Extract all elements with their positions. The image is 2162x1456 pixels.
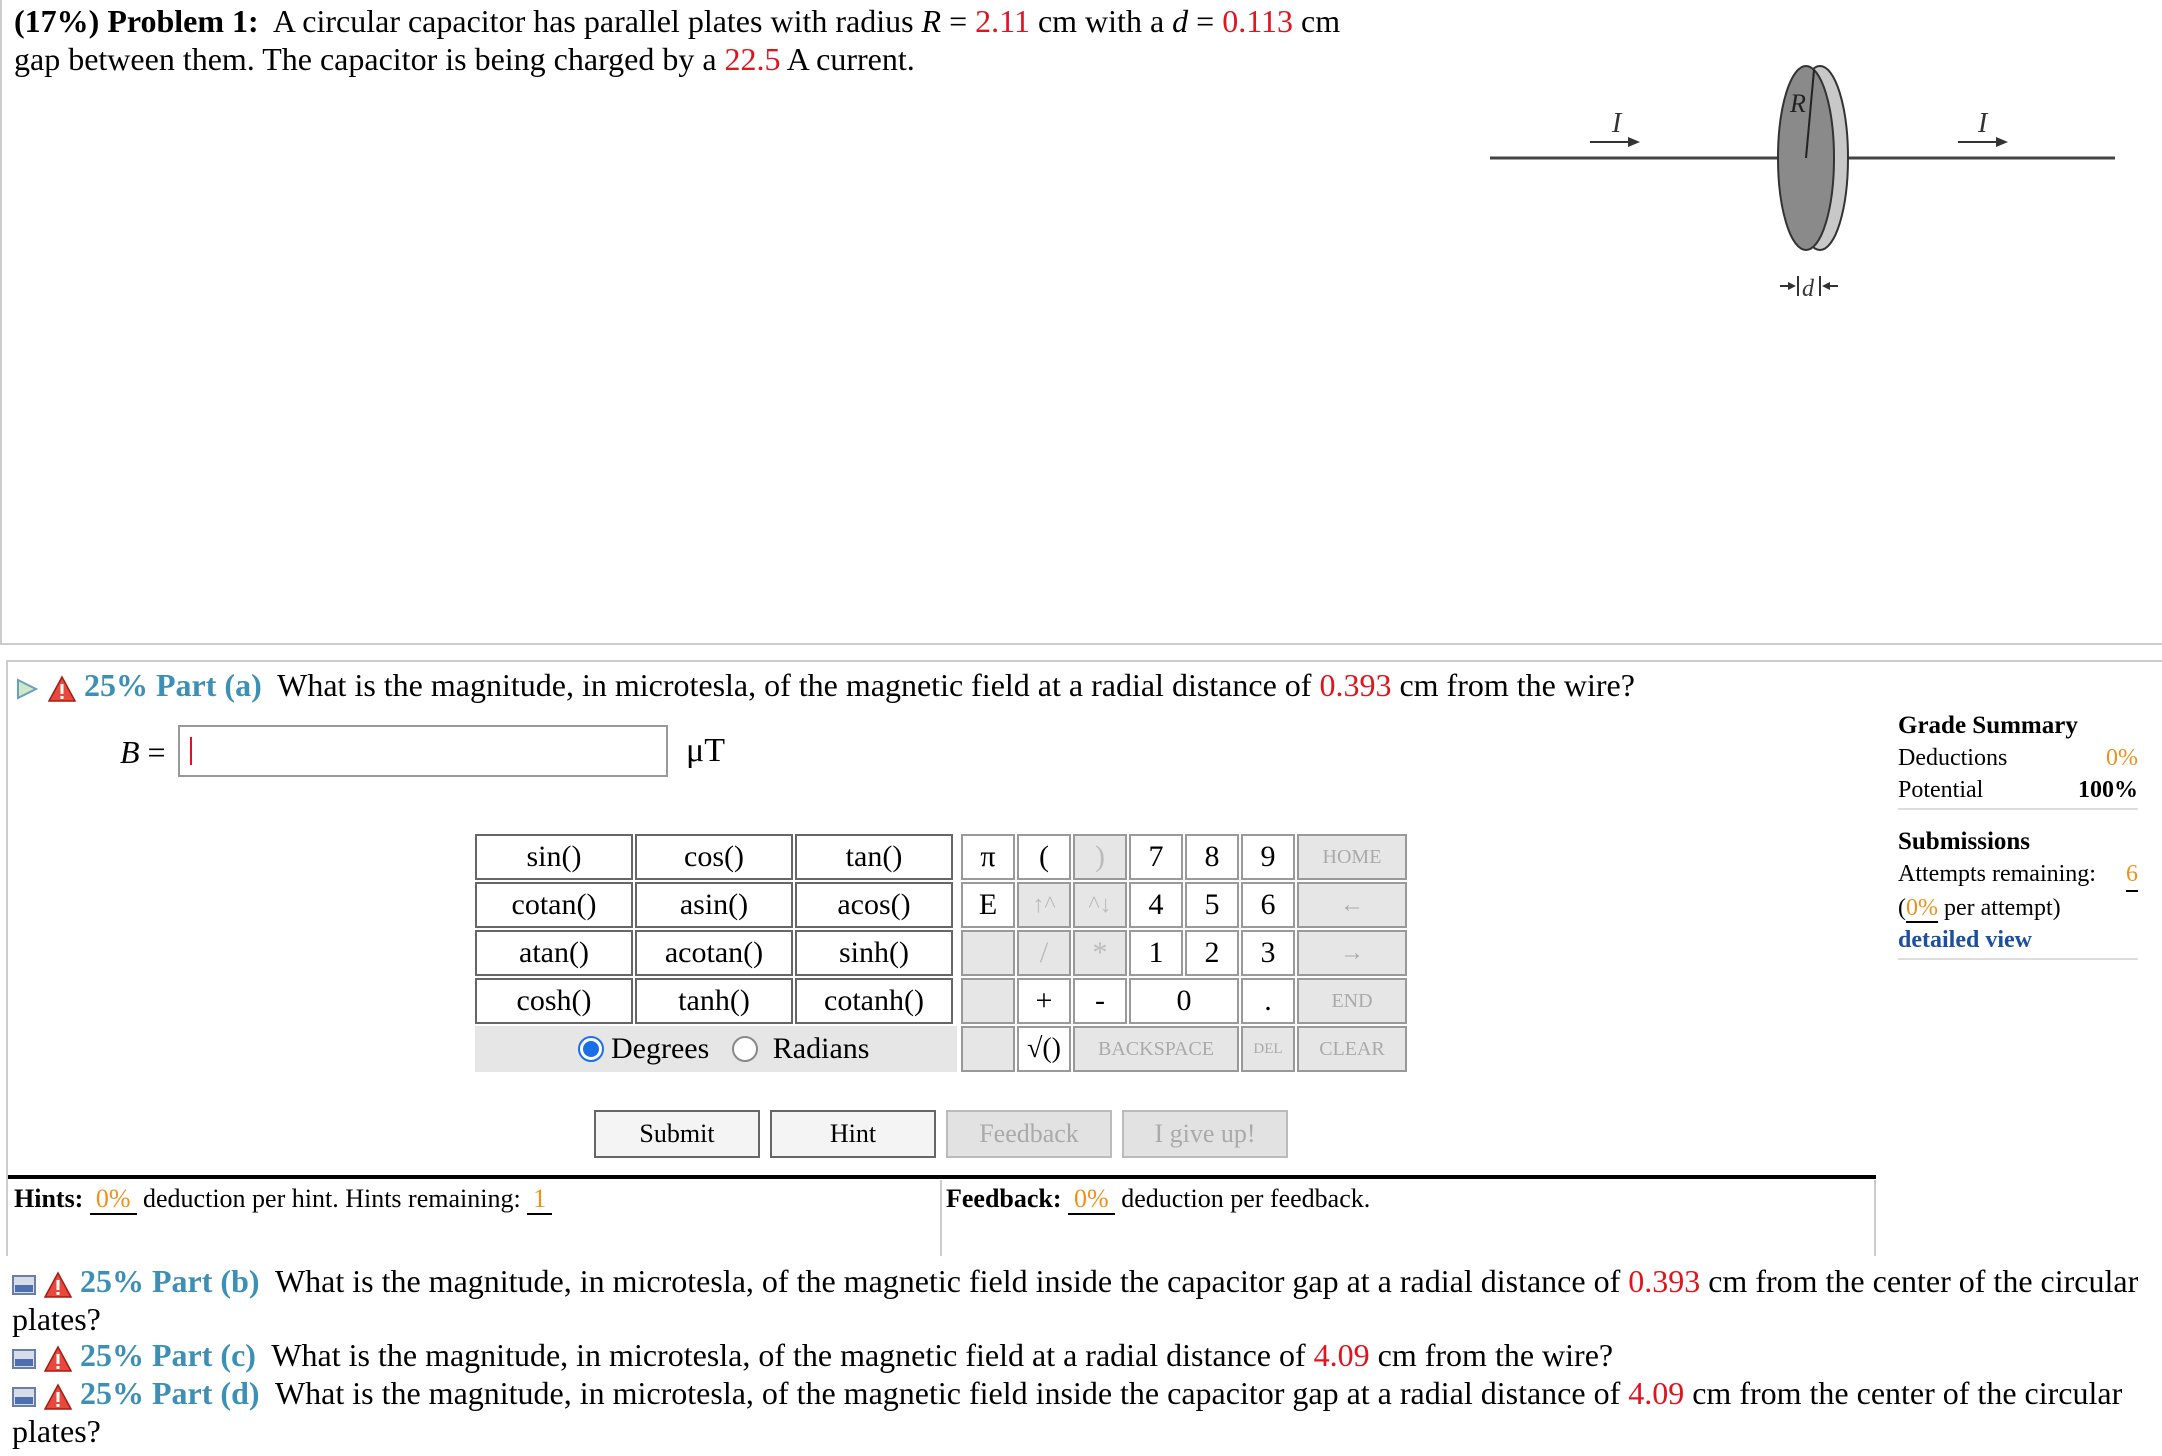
key-tanh[interactable]: tanh() [635,978,793,1024]
grade-summary-title: Grade Summary [1898,712,2078,739]
current-value: 22.5 [724,41,781,77]
current-arrowhead-right [1996,137,2008,147]
key-9[interactable]: 9 [1241,834,1295,880]
per-attempt-text: per attempt) [1944,895,2061,921]
radius-unit: cm with a [1037,3,1165,39]
part-a-distance: 0.393 [1319,667,1392,703]
deductions-row [1898,742,2138,774]
part-b-header [12,1262,2162,1338]
gap-arrowhead-right [1822,282,1830,290]
answer-unit: μT [686,732,725,769]
problem-percent: (17%) [14,3,100,39]
current-arrowhead-left [1628,137,1640,147]
part-a-question-2: cm from the wire? [1399,667,1635,703]
key-4[interactable]: 4 [1129,882,1183,928]
diagram-label-I-left: I [1612,108,1622,139]
key-cosh[interactable]: cosh() [475,978,633,1024]
potential-value: 100% [2078,777,2138,803]
hint-button[interactable]: Hint [770,1110,936,1158]
key-del[interactable]: DEL [1241,1026,1295,1072]
answer-var: B [120,734,140,770]
degrees-radio[interactable] [578,1036,604,1062]
problem-text-2: gap between them. The capacitor is being charged by a [14,41,717,77]
radius-var: R [921,3,942,39]
problem-label: Problem 1: [107,3,259,39]
key-sinh[interactable]: sinh() [795,930,953,976]
capacitor-diagram [1490,60,2120,320]
problem-text-1: A circular capacitor has parallel plates with radius [272,3,914,39]
key-clear[interactable]: CLEAR [1297,1026,1407,1072]
expand-triangle-icon[interactable] [14,676,40,702]
attempts-value: 6 [2126,858,2138,892]
key-left-arrow[interactable]: ← [1297,882,1407,928]
give-up-button[interactable]: I give up! [1122,1110,1288,1158]
key-plus[interactable]: + [1017,978,1071,1024]
key-3[interactable]: 3 [1241,930,1295,976]
submit-button[interactable]: Submit [594,1110,760,1158]
part-a-header [14,666,1635,704]
key-backspace[interactable]: BACKSPACE [1073,1026,1239,1072]
key-atan[interactable]: atan() [475,930,633,976]
collapsed-part-icon[interactable] [12,1273,36,1297]
part-c-distance: 4.09 [1313,1337,1370,1373]
problem-text-3: A current. [786,41,915,77]
key-home[interactable]: HOME [1297,834,1407,880]
key-lparen[interactable]: ( [1017,834,1071,880]
hints-text: deduction per hint. Hints remaining: [143,1184,521,1213]
part-a-label: Part (a) [156,667,262,703]
grade-summary [1898,710,2138,962]
hints-feedback-divider [8,1175,1876,1179]
submissions-title: Submissions [1898,828,2031,855]
per-attempt-open: ( [1898,895,1906,921]
part-d-distance: 4.09 [1628,1375,1685,1411]
key-dot[interactable]: . [1241,978,1295,1024]
per-attempt-row [1898,892,2138,924]
key-minus[interactable]: - [1073,978,1127,1024]
gap-arrowhead-left [1788,282,1796,290]
key-divide[interactable]: / [1017,930,1071,976]
part-c-question-1: What is the magnitude, in microtesla, of the magnetic field at a radial distance of [271,1337,1306,1373]
part-b-label[interactable]: Part (b) [152,1263,260,1299]
key-blank-3 [961,1026,1015,1072]
diagram-label-I-right: I [1978,108,1988,139]
answer-eq: = [147,734,166,770]
part-d-header [12,1374,2162,1450]
key-sqrt[interactable]: √() [1017,1026,1071,1072]
angle-mode-row [475,1026,957,1072]
key-1[interactable]: 1 [1129,930,1183,976]
feedback-button[interactable]: Feedback [946,1110,1112,1158]
key-asin[interactable]: asin() [635,882,793,928]
answer-label [120,734,166,771]
degrees-label: Degrees [611,1032,710,1065]
part-b-percent: 25% [80,1263,144,1299]
diagram-label-d: d [1802,276,1814,302]
feedback-label: Feedback: [946,1184,1062,1213]
hints-remaining: 1 [527,1184,552,1215]
hints-deduction: 0% [90,1184,137,1215]
part-a-question-1: What is the magnitude, in microtesla, of the magnetic field at a radial distance of [277,667,1312,703]
key-tan[interactable]: tan() [795,834,953,880]
key-2[interactable]: 2 [1185,930,1239,976]
key-acos[interactable]: acos() [795,882,953,928]
part-b-question-1: What is the magnitude, in microtesla, of the magnetic field inside the capacitor gap at a radial distance of [274,1263,1621,1299]
collapsed-part-icon[interactable] [12,1385,36,1409]
key-cotan[interactable]: cotan() [475,882,633,928]
key-pi[interactable]: π [961,834,1015,880]
radians-radio[interactable] [732,1036,758,1062]
per-attempt-value: 0% [1906,895,1938,921]
radians-label: Radians [772,1032,870,1065]
grade-separator-2 [1898,958,2138,960]
key-right-arrow[interactable]: → [1297,930,1407,976]
key-sin[interactable]: sin() [475,834,633,880]
key-7[interactable]: 7 [1129,834,1183,880]
potential-label: Potential [1898,777,1984,803]
feedback-info [946,1184,1370,1214]
feedback-deduction: 0% [1068,1184,1115,1215]
warning-icon [48,675,76,703]
collapsed-part-icon[interactable] [12,1347,36,1371]
warning-icon [44,1383,72,1411]
eq-sign-2: = [1196,3,1215,39]
diagram-label-R: R [1790,89,1806,118]
grade-separator [1898,808,2138,810]
key-end[interactable]: END [1297,978,1407,1024]
hints-info [14,1184,552,1214]
part-c-question-2: cm from the wire? [1377,1337,1614,1373]
gap-var: d [1172,3,1189,39]
key-5[interactable]: 5 [1185,882,1239,928]
key-multiply[interactable]: * [1073,930,1127,976]
gap-unit: cm [1301,3,1341,39]
key-blank-1 [961,930,1015,976]
part-b-question-2: cm from the center of the circular plates? [12,1263,2139,1337]
key-down-arrow[interactable]: ^↓ [1073,882,1127,928]
key-acotan[interactable]: acotan() [635,930,793,976]
detailed-view-link[interactable]: detailed view [1898,927,2032,953]
part-c-percent: 25% [80,1337,144,1373]
text-cursor [190,737,192,765]
key-cotanh[interactable]: cotanh() [795,978,953,1024]
attempts-label: Attempts remaining: [1898,861,2096,887]
radius-value: 2.11 [975,3,1030,39]
answer-input[interactable] [178,725,668,777]
key-up-arrow[interactable]: ↑^ [1017,882,1071,928]
problem-statement [14,2,1434,78]
deductions-label: Deductions [1898,745,2008,771]
key-E[interactable]: E [961,882,1015,928]
eq-sign-1: = [949,3,968,39]
key-6[interactable]: 6 [1241,882,1295,928]
key-0[interactable]: 0 [1129,978,1239,1024]
feedback-text: deduction per feedback. [1121,1184,1371,1213]
part-a-percent: 25% [84,667,148,703]
hints-label: Hints: [14,1184,84,1213]
part-d-question-1: What is the magnitude, in microtesla, of the magnetic field inside the capacitor gap at a radial distance of [274,1375,1621,1411]
part-c-header [12,1336,2162,1374]
potential-row [1898,774,2138,806]
part-d-label[interactable]: Part (d) [152,1375,260,1411]
key-rparen[interactable]: ) [1073,834,1127,880]
attempts-row [1898,858,2138,892]
part-d-question-2: cm from the center of the circular plates? [12,1375,2123,1449]
part-c-label[interactable]: Part (c) [152,1337,256,1373]
deductions-value: 0% [2106,745,2138,771]
key-blank-2 [961,978,1015,1024]
warning-icon [44,1271,72,1299]
part-d-percent: 25% [80,1375,144,1411]
gap-value: 0.113 [1222,3,1293,39]
warning-icon [44,1345,72,1373]
key-8[interactable]: 8 [1185,834,1239,880]
key-cos[interactable]: cos() [635,834,793,880]
part-b-distance: 0.393 [1628,1263,1701,1299]
